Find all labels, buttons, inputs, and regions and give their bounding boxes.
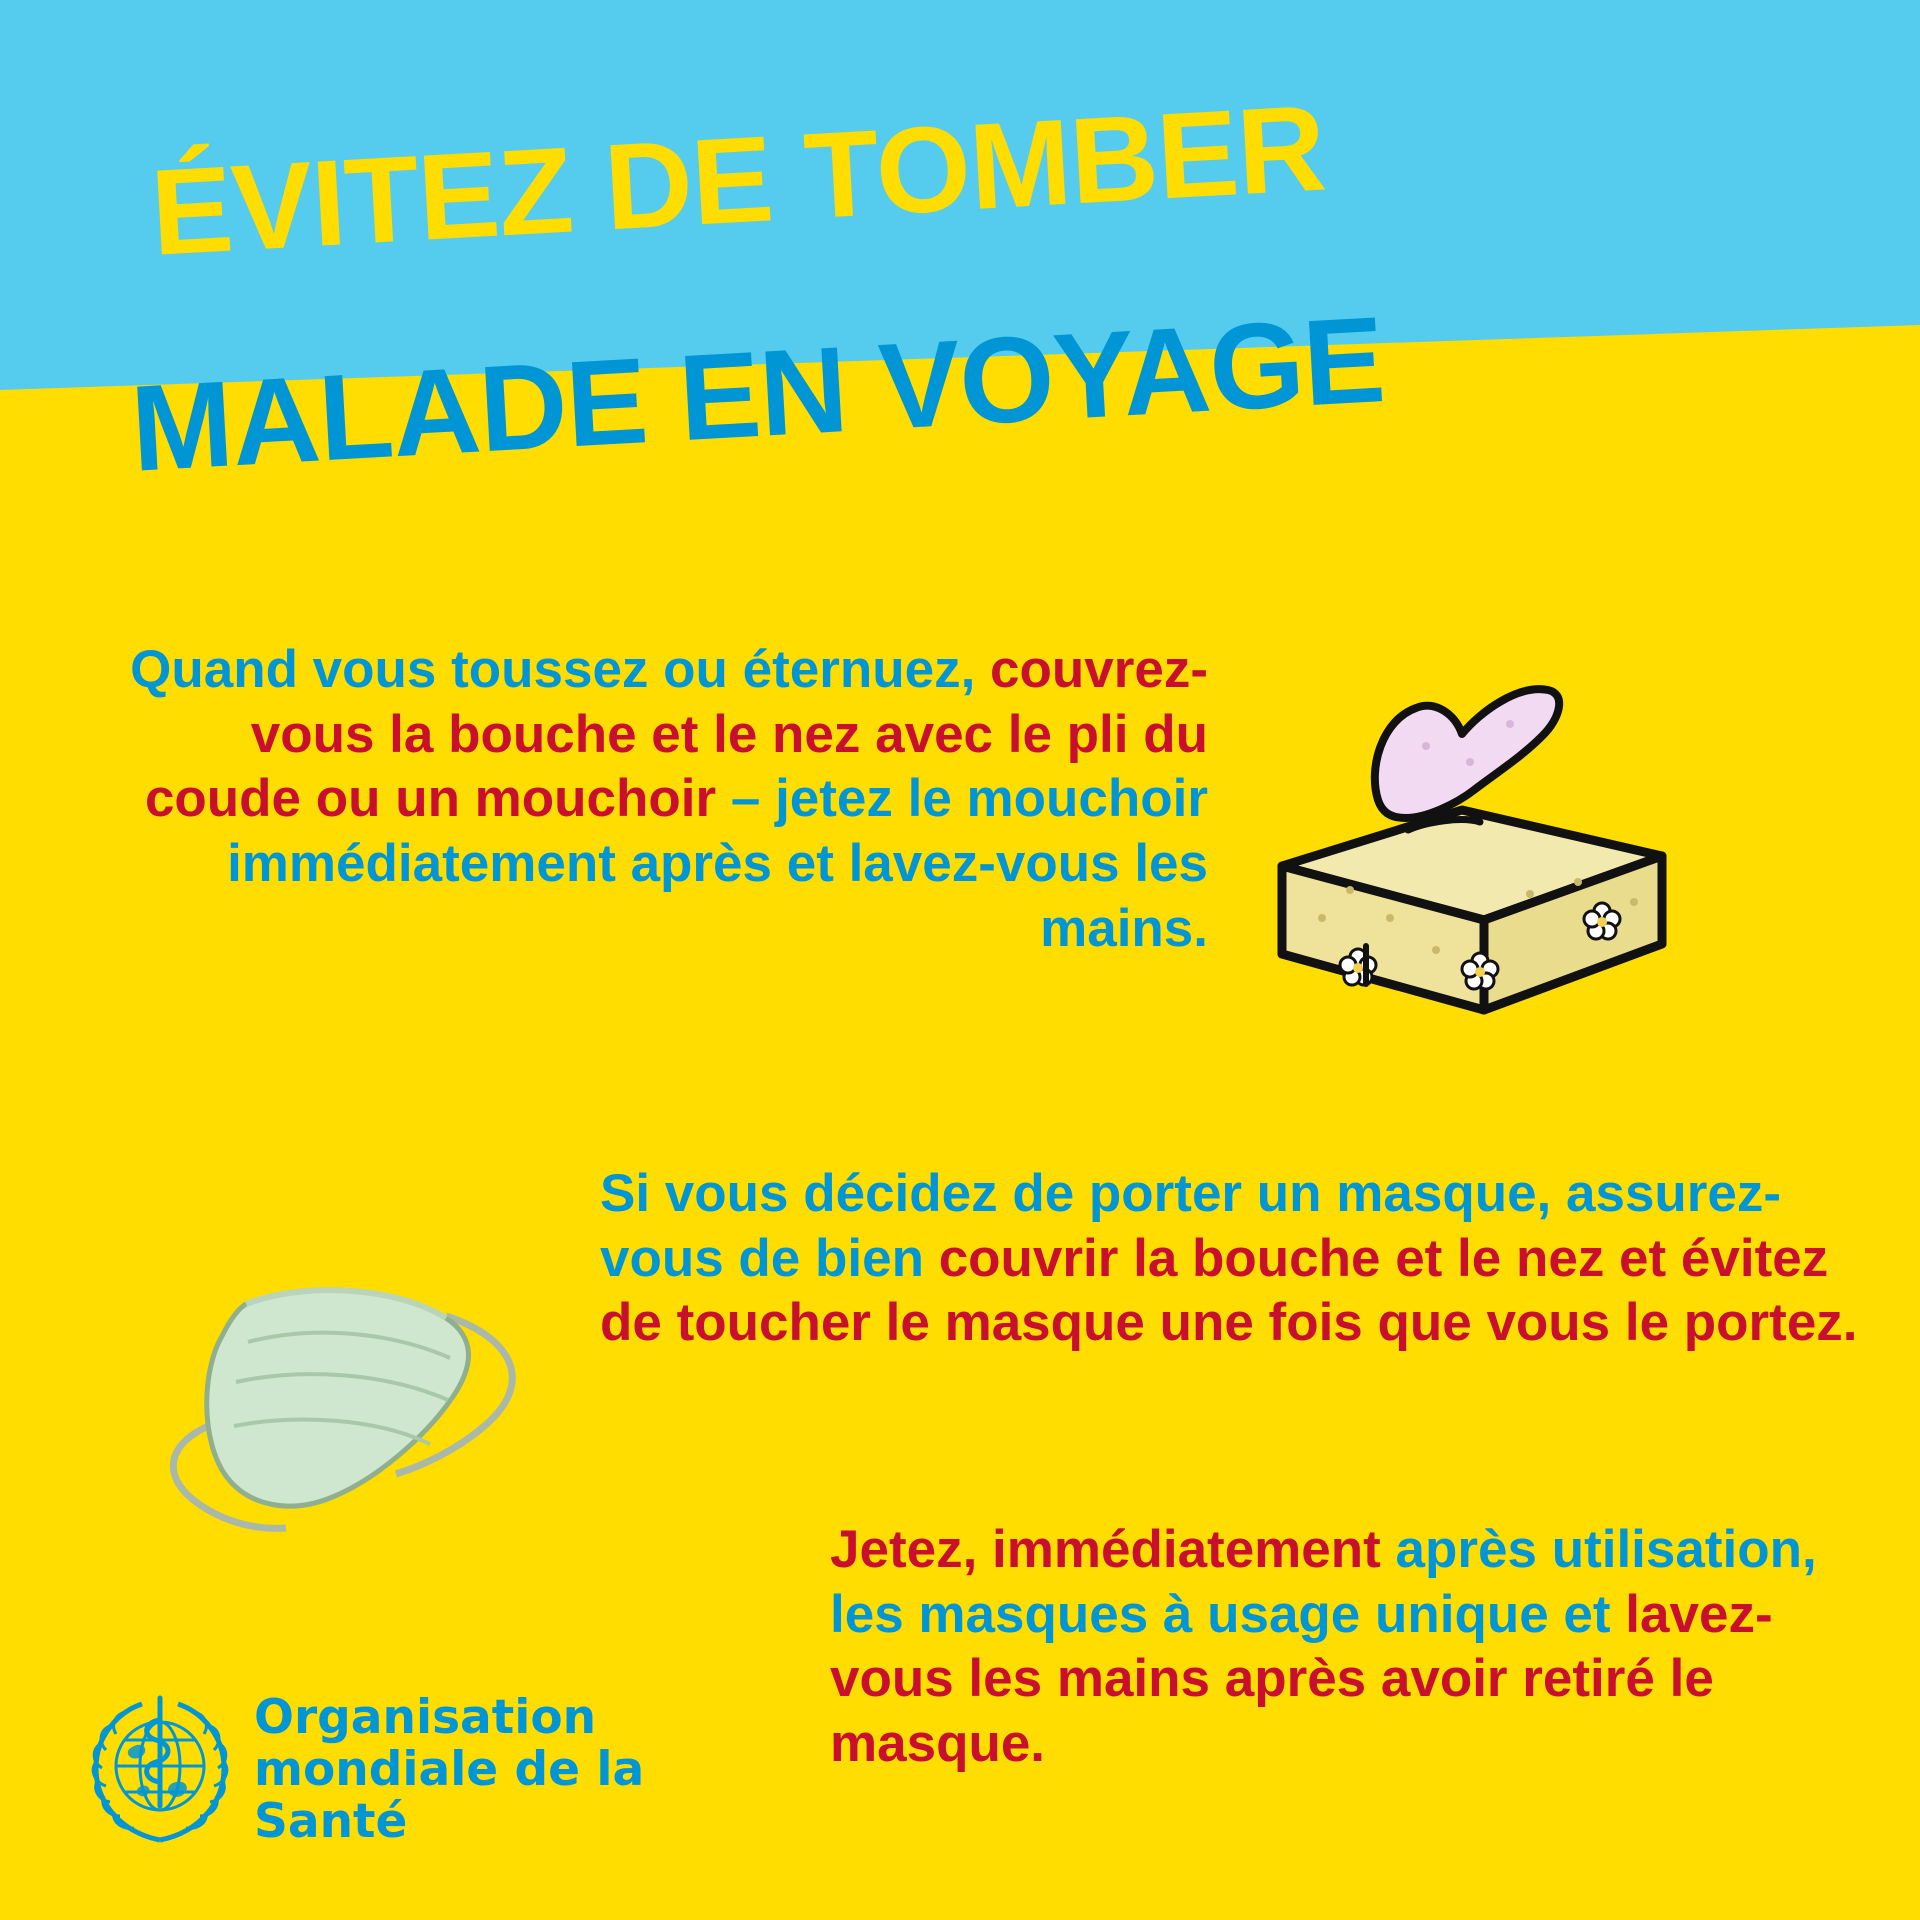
mask-text-part2: couvrir la bouche et le nez et évitez de toucher le masque une fois que vous le portez. — [600, 1228, 1858, 1353]
discard-text-part3: lavez-vous les mains après avoir retiré le masque. — [830, 1584, 1773, 1773]
face-mask-illustration — [130, 1230, 560, 1570]
title-line-1: ÉVITEZ DE TOMBER — [147, 79, 1329, 281]
who-logo — [80, 1680, 780, 1860]
cough-text-part2: couvrez-vous la bouche et le nez avec le pli du coude ou un mouchoir — [144, 640, 1208, 829]
paragraph-mask-disposal — [830, 1518, 1860, 1777]
who-logo-text — [254, 1692, 780, 1847]
cough-text-part1: Quand vous toussez ou éternuez, — [130, 640, 976, 699]
cough-text-part3: – jetez le mouchoir immédiatement après et lavez-vous les mains. — [227, 769, 1208, 958]
who-logo-line2: mondiale de la Santé — [254, 1742, 645, 1849]
paragraph-mask-wearing — [600, 1162, 1860, 1356]
discard-text-part2: après utilisation, les masques à usage unique et — [830, 1520, 1817, 1644]
paragraph-cough-etiquette — [118, 638, 1208, 961]
poster-title — [0, 0, 1920, 580]
who-logo-line1: Organisation — [254, 1690, 597, 1746]
mask-text-part1: Si vous décidez de porter un masque, assurez-vous de bien — [600, 1164, 1782, 1288]
who-emblem-icon — [80, 1690, 240, 1850]
tissue-box-illustration — [1230, 650, 1690, 1050]
discard-text-part1: Jetez, immédiatement — [830, 1520, 1396, 1579]
title-line-2: MALADE EN VOYAGE — [127, 291, 1388, 497]
